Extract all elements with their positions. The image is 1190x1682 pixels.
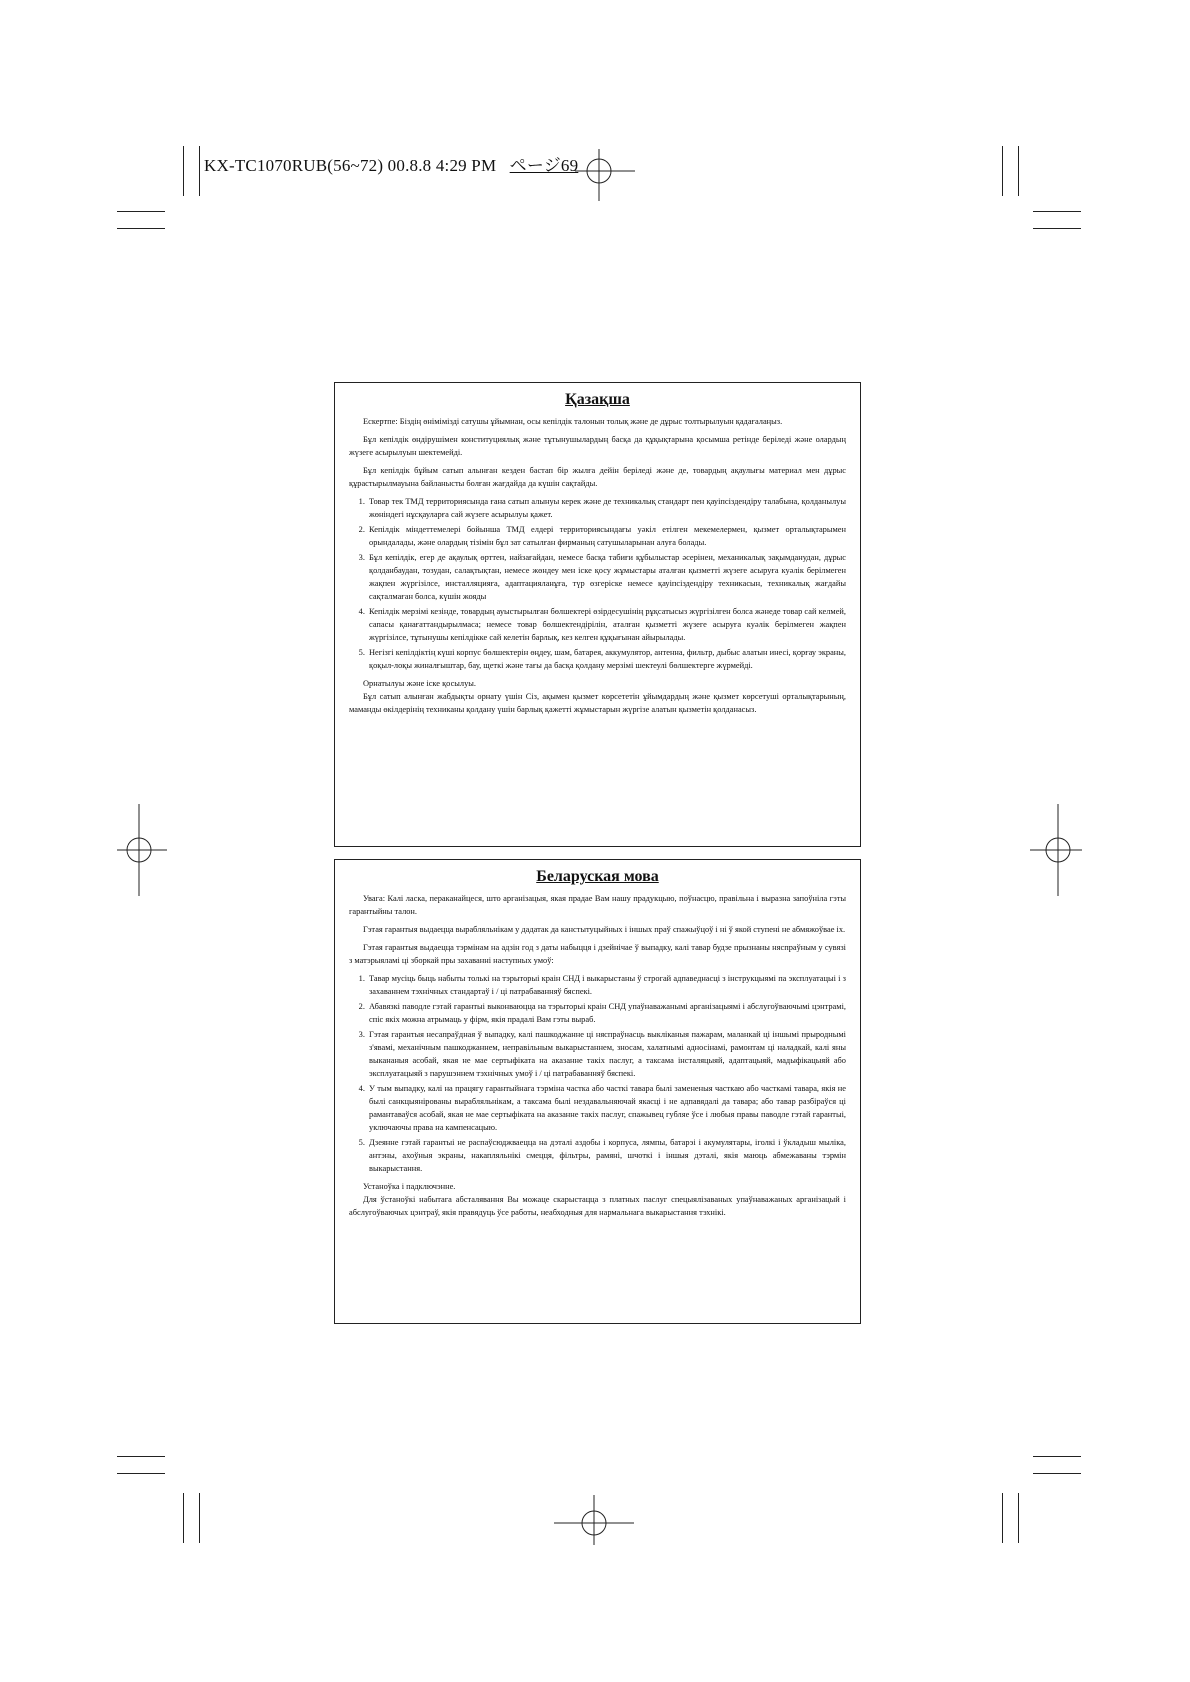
crop-mark <box>117 1473 165 1474</box>
crop-mark <box>1018 1493 1019 1543</box>
paragraph: Ескертпе: Біздің өнімімізді сатушы ұйымнан, осы кепілдік талонын толық және де дұрыс толтырылуын қадағалаңыз. <box>363 417 783 426</box>
paragraph: Гэтая гарантыя выдаецца вырабляльнікам у дадатак да канстытуцыйных і іншых праў спажыўцоў і ні ў якой ступені не абмяжоўвае іх. <box>363 925 846 934</box>
crop-mark <box>183 1493 184 1543</box>
crop-mark <box>183 146 184 196</box>
paragraph: Бұл кепілдік өндірушімен конституциялық және тұтынушылардың басқа да құқықтарына қосымша ретінде беріледі және олардың жүзеге асырылуын шектемейді. <box>349 435 846 457</box>
crop-mark <box>117 1456 165 1457</box>
crop-mark <box>1018 146 1019 196</box>
crop-mark <box>199 146 200 196</box>
list-item: 2. Абавязкі паводле гэтай гарантыі выконваюцца на тэрыторыі краін СНД упаўнаважанымі арганізацыямі і абслугоўваючымі цэнтрамі, спіс якіх можна атрымаць у фірм, якія прадалі Вам гэты выраб. <box>367 1000 846 1026</box>
print-date: 00.8.8 <box>387 156 432 175</box>
paragraph: Увага: Калі ласка, пераканайцеся, што арганізацыя, якая прадае Вам нашу прадукцыю, поўнасцю, правільна і выразна запоўніла гэты гарантыйны талон. <box>349 894 846 916</box>
registration-mark-icon <box>554 1495 634 1545</box>
list-item: 1. Товар тек ТМД территориясында ғана сатып алынуы керек және де техникалық стандарт пен қауіпсіздендіру талабына, қолданылуы жөніндегі нұсқауларға сай жүзеге асырылуы қажет. <box>367 495 846 521</box>
registration-mark-icon <box>1030 804 1082 896</box>
list-item: 3. Гэтая гарантыя несапраўдная ў выпадку, калі пашкоджанне ці няспраўнасць выкліканыя пажарам, маланкай ці іншымі прыроднымі з'явамі, механічным пашкоджаннем, неправільным выкарыстаннем, зносам, халатнымі адносінамі, рамонтам ці наладкай, калі яны выкананыя асобай, якая не мае сертыфіката на аказанне такіх паслуг, а таксама інсталяцыяй, адаптацыяй, мадыфікацыяй або эксплуатацыяй з парушэннем тэхнічных умоў і / ці патрабаванняў бяспекі. <box>367 1028 846 1080</box>
list-item: 1. Тавар мусіць быць набыты толькі на тэрыторыі краін СНД і выкарыстаны ў строгай адпаведнасці з інструкцыямі па эксплуатацыі і з захаваннем тэхнічных стандартаў і / ці патрабаванняў бяспекі. <box>367 972 846 998</box>
list-item: 4. Кепілдік мерзімі кезінде, товардың ауыстырылған бөлшектері өзірдесушінің рұқсатысыз жүргізілген болса жәнеде товар сай келмей, сапасы қанағаттандырылмаса; немесе товар бөлшектендірілін, аталған қызметті жүзеге асыруға куәлік берілмеген жақпен жүргізілсе, тұтынушы кепілдікке сай келетін барлық, кез келген құқығынан айырылады. <box>367 605 846 644</box>
print-header <box>204 151 578 176</box>
section-title: Беларуская мова <box>536 868 659 885</box>
crop-mark <box>199 1493 200 1543</box>
crop-mark <box>1033 211 1081 212</box>
crop-mark <box>117 211 165 212</box>
crop-mark <box>1002 1493 1003 1543</box>
install-title: Орнатылуы және іске қосылуы. <box>363 679 477 688</box>
install-text: Для ўстаноўкі набытага абсталявання Вы можаце скарыстацца з платных паслуг спецыялізаваных упаўнаважаных арганізацый і абслугоўваючых цэнтраў, якія правядуць ўсе работы, неабходныя для нармальнага выкарыстання тэхнікі. <box>349 1195 846 1217</box>
install-text: Бұл сатып алынған жабдықты орнату үшін Сіз, ақымен қызмет көрсететін ұйымдардың және қызмет көрсетуші орталықтарының, маманды өкілдерінің техниканы қолдану үшін барлық қажетті жұмыстарын жүргізе алатын қызметін қолданасыз. <box>349 692 846 714</box>
file-name: KX-TC1070RUB(56~72) <box>204 156 384 175</box>
registration-mark-icon <box>575 149 635 201</box>
conditions-list <box>349 972 846 1175</box>
crop-mark <box>1002 146 1003 196</box>
page-label: ページ69 <box>509 156 579 175</box>
print-time: 4:29 PM <box>435 156 497 175</box>
list-item: 3. Бұл кепілдік, егер де ақаулық өрттен, найзағайдан, немесе басқа табиғи құбылыстар әсерінен, механикалық зақымданудан, дұрыс қолданбаудан, тозудан, салақтықтан, немесе жөндеу мен іске қосу жұмыстары аталған қызметті жүзеге асыруға куәлік берілмеген жақпен жүргізілсе, инсталляцияға, адаптацияланұға, түр өзгеріске немесе қауіпсіздендіру техникасын, техникалық жағдайы сақталмаған болса, күшін жояды <box>367 551 846 603</box>
list-item: 2. Кепілдік міндеттемелері бойынша ТМД елдері территориясындағы уәкіл етілген мекемелермен, қызмет орталықтарымен орындалады, және олардың тізімін бұл зат сатылған фирманың сатушыларынан алуға болады. <box>367 523 846 549</box>
list-item: 4. У тым выпадку, калі на працягу гарантыйнага тэрміна частка або часткі тавара былі замененыя часткаю або часткамі тавара, якія не былі санкцыянірованы вырабляльнікам, а таксама былі нездавальняючай якасці і не адпавядалі да тавара; або тавар разбіраўся ці рамантаваўся асобай, якая не мае сертыфіката на аказанне такіх паслуг, спажывец губляе ўсе і любыя правы паводле гэтай гарантыі, уключаючы права на кампенсацыю. <box>367 1082 846 1134</box>
belarusian-warranty-box <box>334 859 861 1324</box>
crop-mark <box>1033 1473 1081 1474</box>
list-item: 5. Негізгі кепілдіктің күші корпус бөлшектерін өңдеу, шам, батарея, аккумулятор, антенна, фильтр, дыбыс алатын инесі, қорғау экраны, қоқыл-лоқы жиналғыштар, бау, щеткі және тағы да басқа қолдану мерзімі шектеулі бөлшектерге жүрмейді. <box>367 646 846 672</box>
paragraph: Гэтая гарантыя выдаецца тэрмінам на адзін год з даты набыцця і дзейнічае ў выпадку, калі тавар будзе прызнаны няспраўным у сувязі з матэрыяламі ці зборкай пры захаванні наступных умоў: <box>349 943 846 965</box>
section-title: Қазақша <box>565 391 630 408</box>
conditions-list <box>349 495 846 672</box>
list-item: 5. Дзеянне гэтай гарантыі не распаўсюджваецца на дэталі аздобы і корпуса, лямпы, батарэі і акумулятары, іголкі і ўкладыш мыліка, антэны, ахоўныя экраны, накапляльнікі смецця, фільтры, рамяні, шчоткі і іншыя дэталі, якія маюць абмежаваны тэрмін выкарыстання. <box>367 1136 846 1175</box>
kazakh-warranty-box <box>334 382 861 847</box>
paragraph: Бұл кепілдік бұйым сатып алынған кезден бастап бір жылға дейін беріледі және де, товардың ақаулығы материал мен дұрыс құрастырылмауына байланысты болған жағдайда да күшін сақтайды. <box>349 466 846 488</box>
registration-mark-icon <box>117 804 167 896</box>
crop-mark <box>1033 1456 1081 1457</box>
install-title: Устаноўка і падключэнне. <box>363 1182 456 1191</box>
crop-mark <box>1033 228 1081 229</box>
crop-mark <box>117 228 165 229</box>
